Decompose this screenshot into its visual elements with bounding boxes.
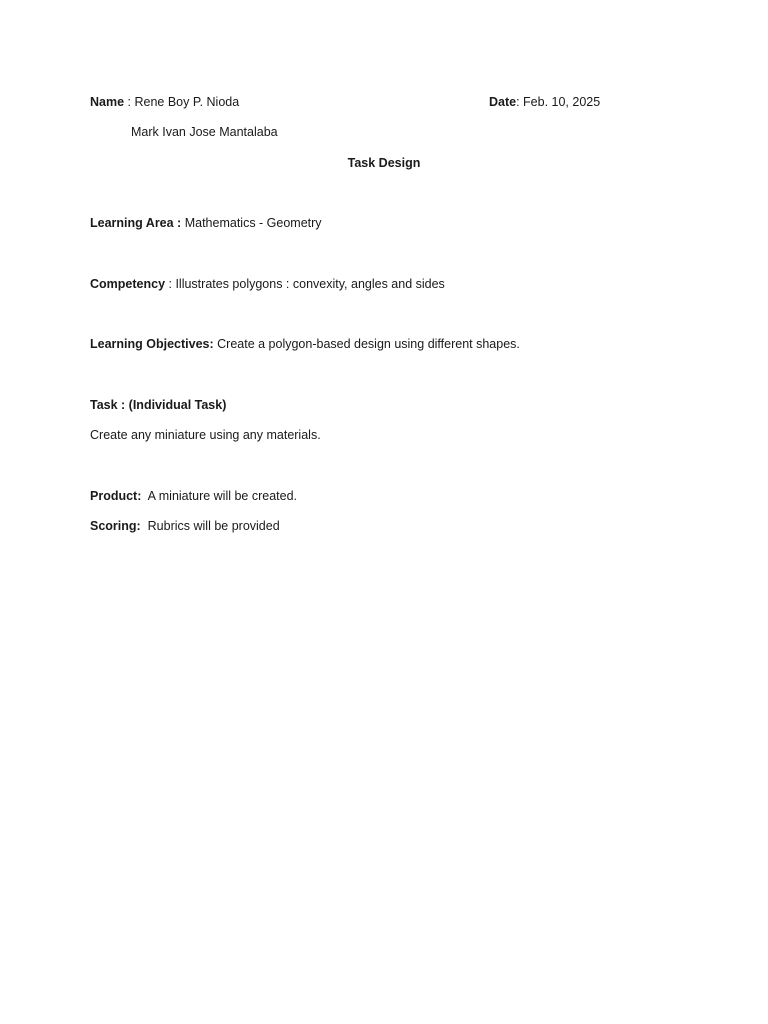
date-separator: : xyxy=(516,95,524,109)
learning-objectives-value: Create a polygon-based design using different shapes. xyxy=(213,337,520,351)
name-label: Name xyxy=(90,95,125,109)
competency-value: : Illustrates polygons : convexity, angles and sides xyxy=(165,277,445,291)
task-label: Task : (Individual Task) xyxy=(90,398,227,412)
learning-area-line xyxy=(90,215,322,231)
product-value: A miniature will be created. xyxy=(141,489,298,503)
name-separator: : xyxy=(124,95,135,109)
page-title: Task Design xyxy=(347,156,421,170)
learning-objectives-label: Learning Objectives: xyxy=(90,337,214,351)
learning-objectives-line xyxy=(90,336,520,352)
date-label: Date xyxy=(489,95,517,109)
competency-label: Competency xyxy=(90,277,166,291)
scoring-line xyxy=(90,518,280,534)
date-value: Feb. 10, 2025 xyxy=(523,95,601,109)
task-description: Create any miniature using any materials. xyxy=(90,428,321,442)
name-value-1: Rene Boy P. Nioda xyxy=(134,95,240,109)
product-label: Product: xyxy=(90,489,142,503)
date-line xyxy=(489,94,600,110)
learning-area-value: Mathematics - Geometry xyxy=(181,216,322,230)
product-line xyxy=(90,488,297,504)
name-line xyxy=(90,94,239,110)
competency-line xyxy=(90,276,445,292)
scoring-label: Scoring: xyxy=(90,519,141,533)
learning-area-label: Learning Area : xyxy=(90,216,182,230)
name-value-2: Mark Ivan Jose Mantalaba xyxy=(131,125,278,139)
scoring-value: Rubrics will be provided xyxy=(140,519,280,533)
